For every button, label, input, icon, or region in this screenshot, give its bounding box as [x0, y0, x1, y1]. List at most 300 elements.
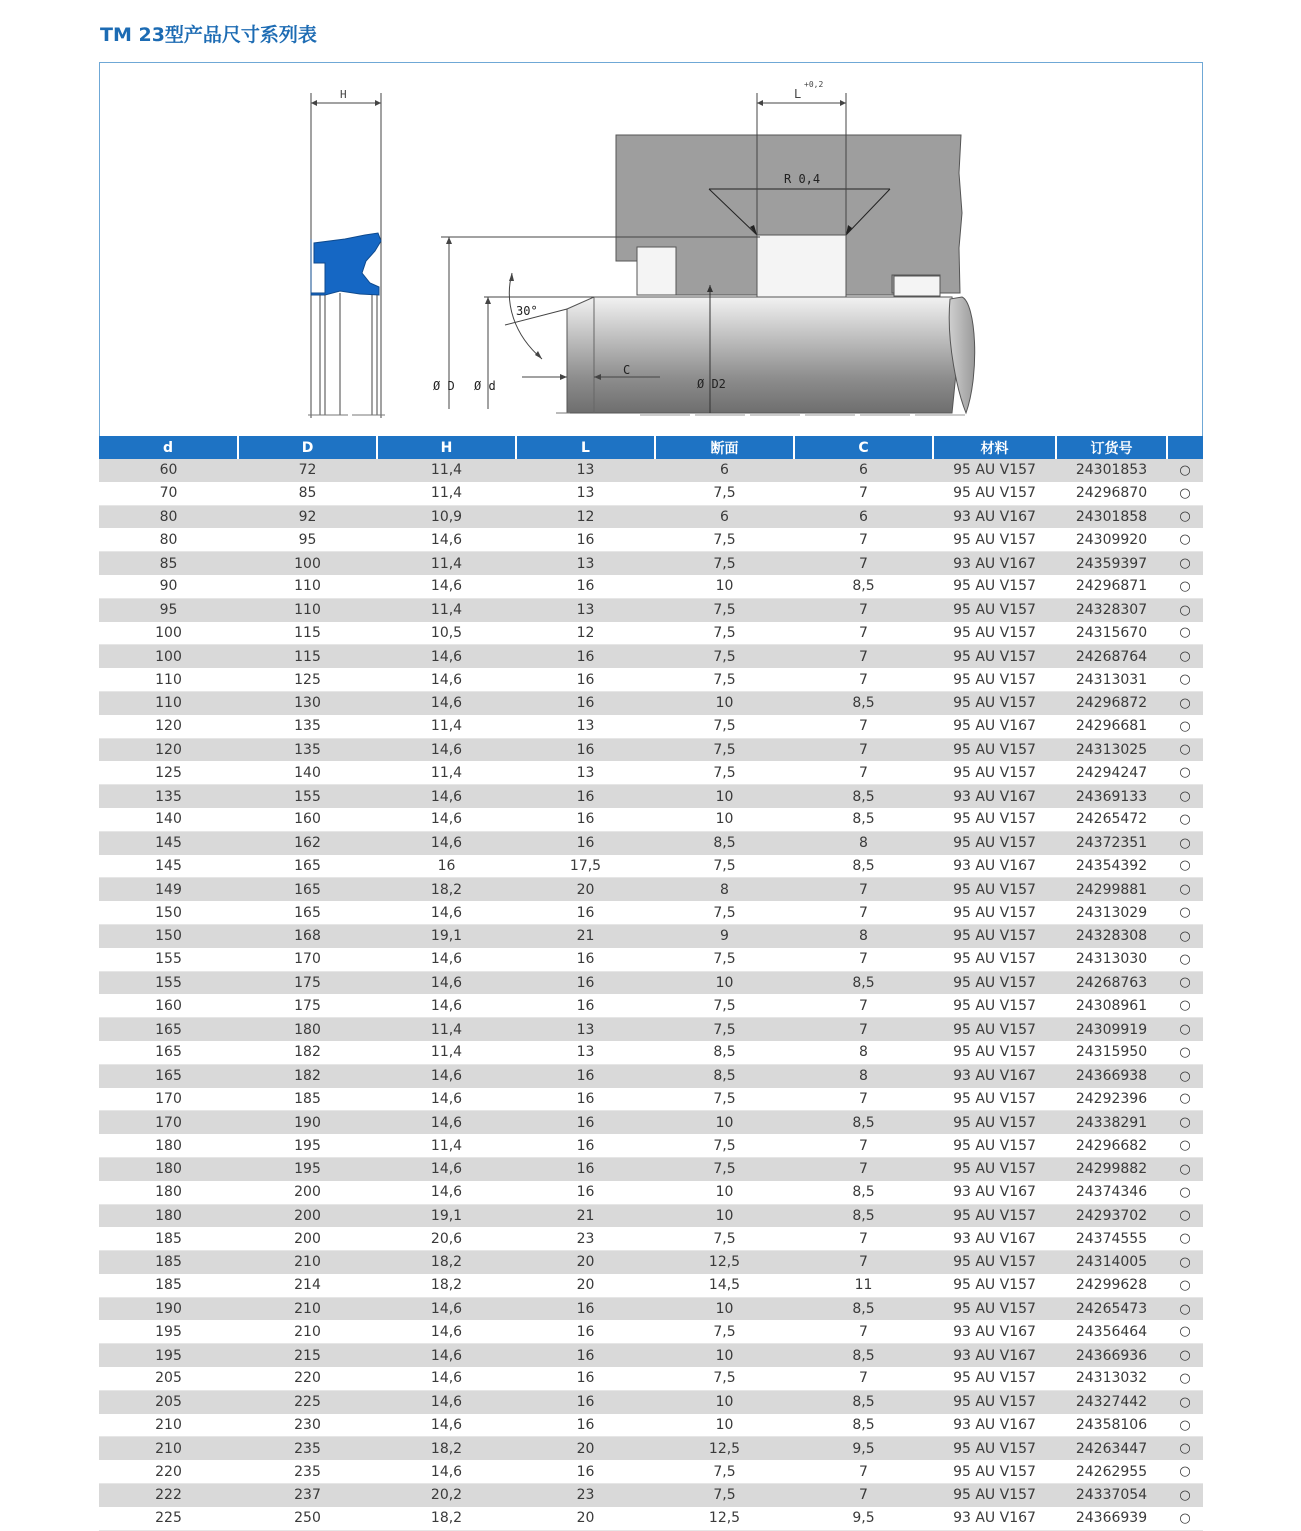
- cell-order-no: 24372351: [1056, 831, 1167, 854]
- cell-order-no: 24296681: [1056, 715, 1167, 738]
- page-title: TM 23型产品尺寸系列表: [100, 24, 317, 46]
- cell-d: 210: [99, 1437, 238, 1460]
- cell-order-no: 24328308: [1056, 924, 1167, 947]
- cell-d: 205: [99, 1367, 238, 1390]
- cell-order-no: 24374346: [1056, 1181, 1167, 1204]
- cell-D: 237: [238, 1484, 377, 1507]
- cell-d: 195: [99, 1320, 238, 1343]
- cell-section: 8,5: [655, 831, 794, 854]
- cell-L: 13: [516, 459, 655, 482]
- cell-L: 16: [516, 1181, 655, 1204]
- seal-diagram: [99, 62, 1203, 436]
- cell-H: 14,6: [377, 1320, 516, 1343]
- header-D: D: [238, 436, 377, 459]
- cell-D: 165: [238, 878, 377, 901]
- cell-d: 110: [99, 691, 238, 714]
- cell-D: 170: [238, 948, 377, 971]
- header-d: d: [99, 436, 238, 459]
- cell-D: 200: [238, 1181, 377, 1204]
- cell-material: 95 AU V157: [933, 1460, 1056, 1483]
- cell-material: 95 AU V157: [933, 575, 1056, 598]
- cell-C: 8: [794, 1064, 933, 1087]
- cell-d: 140: [99, 808, 238, 831]
- table-row: [99, 1181, 1203, 1204]
- cell-L: 20: [516, 1437, 655, 1460]
- cell-D: 110: [238, 598, 377, 621]
- cell-L: 16: [516, 971, 655, 994]
- cell-mark: ○: [1167, 598, 1203, 621]
- cell-section: 14,5: [655, 1274, 794, 1297]
- cell-d: 135: [99, 785, 238, 808]
- cell-section: 12,5: [655, 1507, 794, 1530]
- cell-material: 95 AU V157: [933, 1367, 1056, 1390]
- cell-d: 120: [99, 738, 238, 761]
- cell-L: 16: [516, 1367, 655, 1390]
- cell-C: 7: [794, 552, 933, 575]
- table-row: [99, 971, 1203, 994]
- cell-D: 235: [238, 1460, 377, 1483]
- cell-d: 60: [99, 459, 238, 482]
- cell-D: 115: [238, 645, 377, 668]
- cell-D: 235: [238, 1437, 377, 1460]
- table-row: [99, 1134, 1203, 1157]
- cell-L: 16: [516, 1111, 655, 1134]
- cell-material: 95 AU V157: [933, 691, 1056, 714]
- cell-order-no: 24265473: [1056, 1297, 1167, 1320]
- cell-L: 12: [516, 505, 655, 528]
- cell-L: 16: [516, 994, 655, 1017]
- cell-H: 11,4: [377, 482, 516, 505]
- cell-H: 11,4: [377, 761, 516, 784]
- cell-H: 11,4: [377, 1041, 516, 1064]
- cell-mark: ○: [1167, 901, 1203, 924]
- table-row: [99, 668, 1203, 691]
- cell-order-no: 24315670: [1056, 622, 1167, 645]
- cell-mark: ○: [1167, 808, 1203, 831]
- cell-d: 220: [99, 1460, 238, 1483]
- cell-D: 162: [238, 831, 377, 854]
- table-row: [99, 1507, 1203, 1530]
- cell-material: 95 AU V157: [933, 1157, 1056, 1180]
- cell-D: 175: [238, 971, 377, 994]
- cell-H: 14,6: [377, 1414, 516, 1437]
- cell-d: 80: [99, 505, 238, 528]
- cell-D: 85: [238, 482, 377, 505]
- cell-mark: ○: [1167, 482, 1203, 505]
- cell-C: 7: [794, 645, 933, 668]
- cell-order-no: 24314005: [1056, 1251, 1167, 1274]
- cell-mark: ○: [1167, 831, 1203, 854]
- header-C: C: [794, 436, 933, 459]
- cell-material: 95 AU V157: [933, 1297, 1056, 1320]
- cell-order-no: 24327442: [1056, 1390, 1167, 1413]
- cell-D: 165: [238, 901, 377, 924]
- cell-C: 7: [794, 668, 933, 691]
- cell-material: 95 AU V157: [933, 459, 1056, 482]
- cell-L: 16: [516, 1157, 655, 1180]
- table-row: [99, 855, 1203, 878]
- cell-material: 93 AU V167: [933, 785, 1056, 808]
- cell-section: 7,5: [655, 645, 794, 668]
- table-row: [99, 1437, 1203, 1460]
- table-row: [99, 1064, 1203, 1087]
- cell-order-no: 24296682: [1056, 1134, 1167, 1157]
- cell-order-no: 24338291: [1056, 1111, 1167, 1134]
- cell-order-no: 24299628: [1056, 1274, 1167, 1297]
- header-section: 断面: [655, 436, 794, 459]
- cell-order-no: 24356464: [1056, 1320, 1167, 1343]
- cell-order-no: 24292396: [1056, 1088, 1167, 1111]
- cell-H: 14,6: [377, 971, 516, 994]
- cell-section: 7,5: [655, 1018, 794, 1041]
- seal-profile: [308, 88, 385, 418]
- cell-mark: ○: [1167, 785, 1203, 808]
- cell-L: 16: [516, 668, 655, 691]
- cell-mark: ○: [1167, 1507, 1203, 1530]
- cell-section: 12,5: [655, 1437, 794, 1460]
- cell-L: 17,5: [516, 855, 655, 878]
- cell-mark: ○: [1167, 1088, 1203, 1111]
- cell-C: 7: [794, 1320, 933, 1343]
- cell-mark: ○: [1167, 1344, 1203, 1367]
- cell-D: 180: [238, 1018, 377, 1041]
- cell-d: 100: [99, 645, 238, 668]
- label-tolerance: +0,2: [804, 80, 824, 89]
- cell-d: 165: [99, 1064, 238, 1087]
- cell-C: 11: [794, 1274, 933, 1297]
- cell-material: 95 AU V167: [933, 715, 1056, 738]
- cell-C: 7: [794, 901, 933, 924]
- table-row: [99, 1484, 1203, 1507]
- cell-material: 93 AU V167: [933, 1344, 1056, 1367]
- cell-order-no: 24299882: [1056, 1157, 1167, 1180]
- cell-section: 10: [655, 1297, 794, 1320]
- cell-L: 16: [516, 691, 655, 714]
- cell-L: 16: [516, 575, 655, 598]
- table-row: [99, 622, 1203, 645]
- cell-d: 222: [99, 1484, 238, 1507]
- cell-H: 10,9: [377, 505, 516, 528]
- cell-d: 170: [99, 1111, 238, 1134]
- cell-section: 7,5: [655, 1320, 794, 1343]
- cell-mark: ○: [1167, 668, 1203, 691]
- cell-H: 14,6: [377, 645, 516, 668]
- cell-material: 95 AU V157: [933, 1018, 1056, 1041]
- cell-mark: ○: [1167, 1251, 1203, 1274]
- cell-C: 7: [794, 528, 933, 551]
- cell-C: 8,5: [794, 1297, 933, 1320]
- cell-L: 13: [516, 1018, 655, 1041]
- cell-mark: ○: [1167, 924, 1203, 947]
- cell-L: 16: [516, 1320, 655, 1343]
- cell-material: 95 AU V157: [933, 1041, 1056, 1064]
- cell-C: 8,5: [794, 1181, 933, 1204]
- cell-mark: ○: [1167, 1064, 1203, 1087]
- cell-C: 7: [794, 1134, 933, 1157]
- cell-mark: ○: [1167, 691, 1203, 714]
- cell-L: 16: [516, 808, 655, 831]
- cell-mark: ○: [1167, 878, 1203, 901]
- label-D2: Ø D2: [697, 377, 726, 391]
- cell-material: 93 AU V167: [933, 1414, 1056, 1437]
- cell-d: 85: [99, 552, 238, 575]
- cell-mark: ○: [1167, 1390, 1203, 1413]
- cell-D: 230: [238, 1414, 377, 1437]
- cell-order-no: 24268763: [1056, 971, 1167, 994]
- cell-mark: ○: [1167, 715, 1203, 738]
- cell-section: 7,5: [655, 948, 794, 971]
- table-row: [99, 1390, 1203, 1413]
- cell-material: 95 AU V157: [933, 1437, 1056, 1460]
- cell-d: 150: [99, 901, 238, 924]
- cell-d: 170: [99, 1088, 238, 1111]
- cell-section: 12,5: [655, 1251, 794, 1274]
- table-row: [99, 761, 1203, 784]
- cell-material: 95 AU V157: [933, 598, 1056, 621]
- cell-section: 10: [655, 808, 794, 831]
- cell-D: 185: [238, 1088, 377, 1111]
- cell-material: 95 AU V157: [933, 878, 1056, 901]
- cell-C: 8,5: [794, 1390, 933, 1413]
- cell-section: 8: [655, 878, 794, 901]
- cell-D: 214: [238, 1274, 377, 1297]
- cell-H: 16: [377, 855, 516, 878]
- cell-section: 10: [655, 1111, 794, 1134]
- cell-H: 14,6: [377, 691, 516, 714]
- cell-material: 95 AU V157: [933, 645, 1056, 668]
- table-row: [99, 901, 1203, 924]
- cell-d: 185: [99, 1227, 238, 1250]
- cell-section: 6: [655, 505, 794, 528]
- cell-section: 10: [655, 1181, 794, 1204]
- cell-C: 6: [794, 459, 933, 482]
- cell-H: 11,4: [377, 1134, 516, 1157]
- cell-mark: ○: [1167, 552, 1203, 575]
- cell-H: 11,4: [377, 715, 516, 738]
- cell-order-no: 24374555: [1056, 1227, 1167, 1250]
- cell-d: 155: [99, 948, 238, 971]
- cell-D: 125: [238, 668, 377, 691]
- cell-D: 200: [238, 1227, 377, 1250]
- cell-d: 125: [99, 761, 238, 784]
- cell-D: 95: [238, 528, 377, 551]
- cell-L: 21: [516, 924, 655, 947]
- cell-D: 165: [238, 855, 377, 878]
- cell-order-no: 24366939: [1056, 1507, 1167, 1530]
- cell-order-no: 24313032: [1056, 1367, 1167, 1390]
- cell-H: 14,6: [377, 575, 516, 598]
- cell-H: 10,5: [377, 622, 516, 645]
- table-row: [99, 691, 1203, 714]
- rod: [556, 285, 975, 415]
- cell-order-no: 24313031: [1056, 668, 1167, 691]
- cell-material: 95 AU V157: [933, 1111, 1056, 1134]
- cell-C: 8: [794, 1041, 933, 1064]
- cell-mark: ○: [1167, 1204, 1203, 1227]
- table-body: [99, 459, 1203, 1530]
- cell-mark: ○: [1167, 1157, 1203, 1180]
- cell-mark: ○: [1167, 1134, 1203, 1157]
- cell-order-no: 24265472: [1056, 808, 1167, 831]
- cell-section: 7,5: [655, 715, 794, 738]
- cell-D: 140: [238, 761, 377, 784]
- cell-H: 14,6: [377, 1181, 516, 1204]
- cell-order-no: 24294247: [1056, 761, 1167, 784]
- cell-C: 7: [794, 1367, 933, 1390]
- cell-d: 180: [99, 1181, 238, 1204]
- cell-order-no: 24268764: [1056, 645, 1167, 668]
- cell-L: 16: [516, 831, 655, 854]
- cell-L: 13: [516, 715, 655, 738]
- cell-material: 95 AU V157: [933, 1204, 1056, 1227]
- cell-C: 7: [794, 878, 933, 901]
- cell-section: 6: [655, 459, 794, 482]
- cell-mark: ○: [1167, 459, 1203, 482]
- cell-mark: ○: [1167, 575, 1203, 598]
- cell-H: 14,6: [377, 1088, 516, 1111]
- cell-H: 14,6: [377, 808, 516, 831]
- cell-section: 8,5: [655, 1064, 794, 1087]
- cell-section: 7,5: [655, 1088, 794, 1111]
- cell-C: 8,5: [794, 1344, 933, 1367]
- cell-L: 16: [516, 901, 655, 924]
- cell-order-no: 24359397: [1056, 552, 1167, 575]
- cell-material: 95 AU V157: [933, 994, 1056, 1017]
- cell-H: 11,4: [377, 598, 516, 621]
- cell-section: 7,5: [655, 761, 794, 784]
- cell-L: 13: [516, 598, 655, 621]
- cell-order-no: 24296870: [1056, 482, 1167, 505]
- cell-D: 210: [238, 1320, 377, 1343]
- cell-D: 168: [238, 924, 377, 947]
- cell-C: 7: [794, 1088, 933, 1111]
- cell-d: 165: [99, 1018, 238, 1041]
- cell-d: 155: [99, 971, 238, 994]
- cell-L: 13: [516, 552, 655, 575]
- cell-mark: ○: [1167, 971, 1203, 994]
- cell-L: 21: [516, 1204, 655, 1227]
- cell-D: 195: [238, 1134, 377, 1157]
- cell-section: 10: [655, 1414, 794, 1437]
- cell-L: 16: [516, 948, 655, 971]
- table-row: [99, 482, 1203, 505]
- table-row: [99, 1367, 1203, 1390]
- cell-D: 155: [238, 785, 377, 808]
- cell-mark: ○: [1167, 1041, 1203, 1064]
- cell-section: 7,5: [655, 1460, 794, 1483]
- cell-mark: ○: [1167, 1111, 1203, 1134]
- cell-L: 16: [516, 1088, 655, 1111]
- cell-C: 7: [794, 761, 933, 784]
- cell-d: 180: [99, 1157, 238, 1180]
- cell-section: 7,5: [655, 1367, 794, 1390]
- cell-d: 160: [99, 994, 238, 1017]
- cell-d: 225: [99, 1507, 238, 1530]
- cell-H: 14,6: [377, 1460, 516, 1483]
- cell-order-no: 24296871: [1056, 575, 1167, 598]
- cell-H: 14,6: [377, 831, 516, 854]
- cell-order-no: 24358106: [1056, 1414, 1167, 1437]
- cell-C: 7: [794, 715, 933, 738]
- cell-section: 10: [655, 1344, 794, 1367]
- cell-D: 92: [238, 505, 377, 528]
- cell-section: 7,5: [655, 738, 794, 761]
- cell-C: 7: [794, 598, 933, 621]
- table-row: [99, 1274, 1203, 1297]
- cell-C: 8,5: [794, 808, 933, 831]
- header-order-no: 订货号: [1056, 436, 1167, 459]
- cell-section: 7,5: [655, 1484, 794, 1507]
- cell-L: 23: [516, 1227, 655, 1250]
- cell-L: 20: [516, 1507, 655, 1530]
- cell-L: 16: [516, 1390, 655, 1413]
- cell-H: 14,6: [377, 1064, 516, 1087]
- cell-d: 70: [99, 482, 238, 505]
- cell-order-no: 24337054: [1056, 1484, 1167, 1507]
- cell-material: 95 AU V157: [933, 482, 1056, 505]
- cell-d: 95: [99, 598, 238, 621]
- cell-d: 80: [99, 528, 238, 551]
- header-blank: [1167, 436, 1203, 459]
- cell-d: 195: [99, 1344, 238, 1367]
- header-material: 材料: [933, 436, 1056, 459]
- cell-L: 16: [516, 1414, 655, 1437]
- cell-d: 210: [99, 1414, 238, 1437]
- cell-d: 185: [99, 1251, 238, 1274]
- cell-D: 160: [238, 808, 377, 831]
- cell-d: 150: [99, 924, 238, 947]
- cell-L: 20: [516, 1274, 655, 1297]
- table-row: [99, 528, 1203, 551]
- cell-material: 95 AU V157: [933, 622, 1056, 645]
- cell-C: 7: [794, 1227, 933, 1250]
- cell-section: 7,5: [655, 1227, 794, 1250]
- cell-material: 95 AU V157: [933, 924, 1056, 947]
- cell-D: 250: [238, 1507, 377, 1530]
- cell-mark: ○: [1167, 855, 1203, 878]
- cell-d: 100: [99, 622, 238, 645]
- cell-order-no: 24313025: [1056, 738, 1167, 761]
- cell-H: 14,6: [377, 1344, 516, 1367]
- cell-d: 190: [99, 1297, 238, 1320]
- cell-material: 95 AU V157: [933, 808, 1056, 831]
- cell-material: 93 AU V167: [933, 1064, 1056, 1087]
- cell-d: 120: [99, 715, 238, 738]
- cell-D: 182: [238, 1064, 377, 1087]
- cell-mark: ○: [1167, 1414, 1203, 1437]
- cell-mark: ○: [1167, 505, 1203, 528]
- cell-material: 95 AU V157: [933, 1088, 1056, 1111]
- cell-C: 8: [794, 924, 933, 947]
- cell-mark: ○: [1167, 528, 1203, 551]
- cell-mark: ○: [1167, 1437, 1203, 1460]
- label-L: L: [794, 87, 802, 101]
- cell-C: 9,5: [794, 1507, 933, 1530]
- cell-H: 14,6: [377, 901, 516, 924]
- cell-d: 185: [99, 1274, 238, 1297]
- cell-D: 190: [238, 1111, 377, 1134]
- table-row: [99, 948, 1203, 971]
- cell-L: 16: [516, 738, 655, 761]
- cell-section: 10: [655, 785, 794, 808]
- cell-D: 225: [238, 1390, 377, 1413]
- label-R: R 0,4: [784, 172, 821, 186]
- header-L: L: [516, 436, 655, 459]
- cell-C: 8,5: [794, 855, 933, 878]
- table-row: [99, 1251, 1203, 1274]
- cell-material: 93 AU V167: [933, 1320, 1056, 1343]
- label-angle: 30°: [516, 304, 538, 318]
